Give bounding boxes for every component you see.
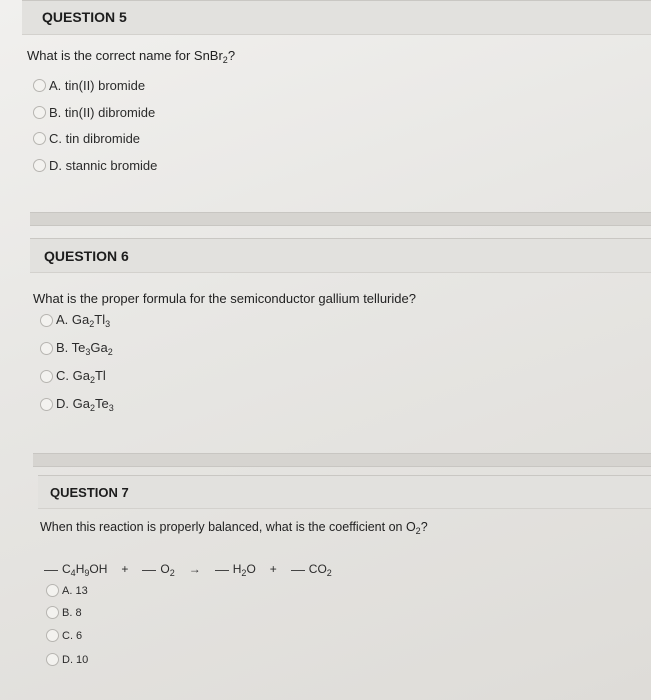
radio-button[interactable] — [46, 584, 59, 597]
question-6-header — [30, 238, 651, 273]
question-6-option-d[interactable]: D. $Ga_2Te_3$ — [40, 396, 114, 413]
question-7-option-a[interactable]: A. 13 — [46, 584, 88, 597]
radio-button[interactable] — [40, 314, 53, 327]
coefficient-blank — [44, 570, 58, 571]
question-5-prompt: What is the correct name for SnBr$_2$? — [27, 48, 236, 65]
radio-button[interactable] — [46, 653, 59, 666]
question-7-prompt: When this reaction is properly balanced, what is the coefficient on $O_2$? — [40, 520, 428, 536]
coefficient-blank — [215, 570, 229, 571]
question-5-header — [22, 0, 651, 35]
radio-button[interactable] — [33, 106, 46, 119]
question-7-header — [38, 475, 651, 509]
question-7-title: QUESTION 7 — [50, 485, 129, 500]
radio-button[interactable] — [33, 159, 46, 172]
question-divider — [30, 212, 651, 226]
question-6-title: QUESTION 6 — [44, 248, 129, 264]
question-5-option-b[interactable]: B. tin(II) dibromide — [33, 105, 155, 120]
radio-button[interactable] — [46, 606, 59, 619]
coefficient-blank — [142, 570, 156, 571]
radio-button[interactable] — [33, 132, 46, 145]
question-6-prompt: What is the proper formula for the semiconductor gallium telluride? — [33, 291, 416, 306]
radio-button[interactable] — [40, 342, 53, 355]
radio-button[interactable] — [33, 79, 46, 92]
question-7-option-b[interactable]: B. 8 — [46, 606, 82, 619]
radio-button[interactable] — [46, 629, 59, 642]
question-5-option-a[interactable]: A. tin(II) bromide — [33, 78, 145, 93]
question-6-option-c[interactable]: C. $Ga_2Tl$ — [40, 368, 106, 385]
question-7-option-d[interactable]: D. 10 — [46, 653, 88, 666]
question-7-option-c[interactable]: C. 6 — [46, 629, 82, 642]
question-6-option-b[interactable]: B. $Te_3Ga_2$ — [40, 340, 113, 357]
radio-button[interactable] — [40, 398, 53, 411]
radio-button[interactable] — [40, 370, 53, 383]
arrow-icon: → — [188, 562, 201, 576]
question-5-option-c[interactable]: C. tin dibromide — [33, 131, 140, 146]
coefficient-blank — [291, 570, 305, 571]
question-5-title: QUESTION 5 — [42, 9, 127, 25]
question-5-option-d[interactable]: D. stannic bromide — [33, 158, 157, 173]
reaction-equation: $C_4H_9OH + O_2 \to H_2O + CO_2$ — [44, 562, 332, 578]
question-6-option-a[interactable]: A. $Ga_2Tl_3$ — [40, 312, 110, 329]
question-divider — [33, 453, 651, 467]
